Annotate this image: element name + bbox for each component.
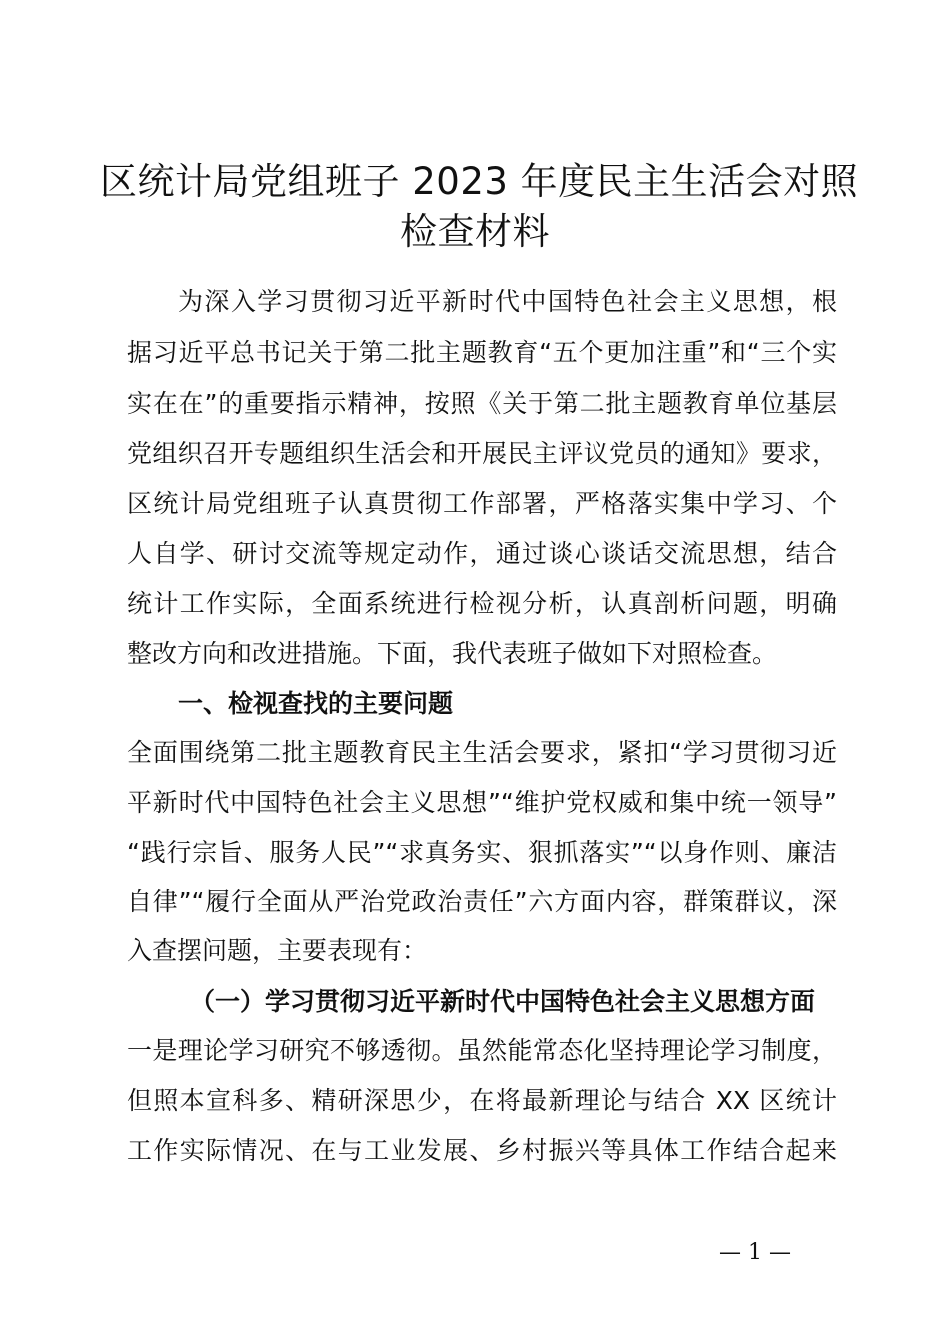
page-number: — 1 — [719,1240,791,1265]
subsection-heading: （一）学习贯彻习近平新时代中国特色社会主义思想方面 [190,987,816,1016]
subsection-paragraph-line: 工作实际情况、在与工业发展、乡村振兴等具体工作结合起来 [127,1136,837,1165]
subsection-paragraph-line: 一是理论学习研究不够透彻。虽然能常态化坚持理论学习制度， [127,1036,837,1065]
intro-paragraph-line: 人自学、研讨交流等规定动作，通过谈心谈话交流思想，结合 [127,539,837,568]
intro-paragraph-line: 统计工作实际，全面系统进行检视分析，认真剖析问题，明确 [127,589,837,618]
intro-paragraph-line: 实在在”的重要指示精神，按照《关于第二批主题教育单位基层 [127,389,837,418]
section-paragraph-line: 平新时代中国特色社会主义思想”“维护党权威和集中统一领导” [127,788,837,817]
document-title-line-1: 区统计局党组班子 2023 年度民主生活会对照 [100,160,859,203]
intro-paragraph-line: 区统计局党组班子认真贯彻工作部署，严格落实集中学习、个 [127,489,837,518]
intro-paragraph-line: 整改方向和改进措施。下面，我代表班子做如下对照检查。 [127,639,778,668]
section-paragraph-line: 自律”“履行全面从严治党政治责任”六方面内容，群策群议，深 [127,887,837,916]
section-paragraph-line: “践行宗旨、服务人民”“求真务实、狠抓落实”“以身作则、廉洁 [127,838,837,867]
document-title-line-2: 检查材料 [400,210,550,253]
intro-paragraph-line: 党组织召开专题组织生活会和开展民主评议党员的通知》要求， [127,439,837,468]
subsection-paragraph-line: 但照本宣科多、精研深思少，在将最新理论与结合 XX 区统计 [127,1086,837,1115]
section-paragraph-line: 全面围绕第二批主题教育民主生活会要求，紧扣“学习贯彻习近 [127,738,837,767]
section-paragraph-line: 入查摆问题，主要表现有： [127,936,428,965]
intro-paragraph-line: 为深入学习贯彻习近平新时代中国特色社会主义思想，根 [178,287,837,316]
section-heading: 一、检视查找的主要问题 [178,689,454,718]
intro-paragraph-line: 据习近平总书记关于第二批主题教育“五个更加注重”和“三个实 [127,338,837,367]
